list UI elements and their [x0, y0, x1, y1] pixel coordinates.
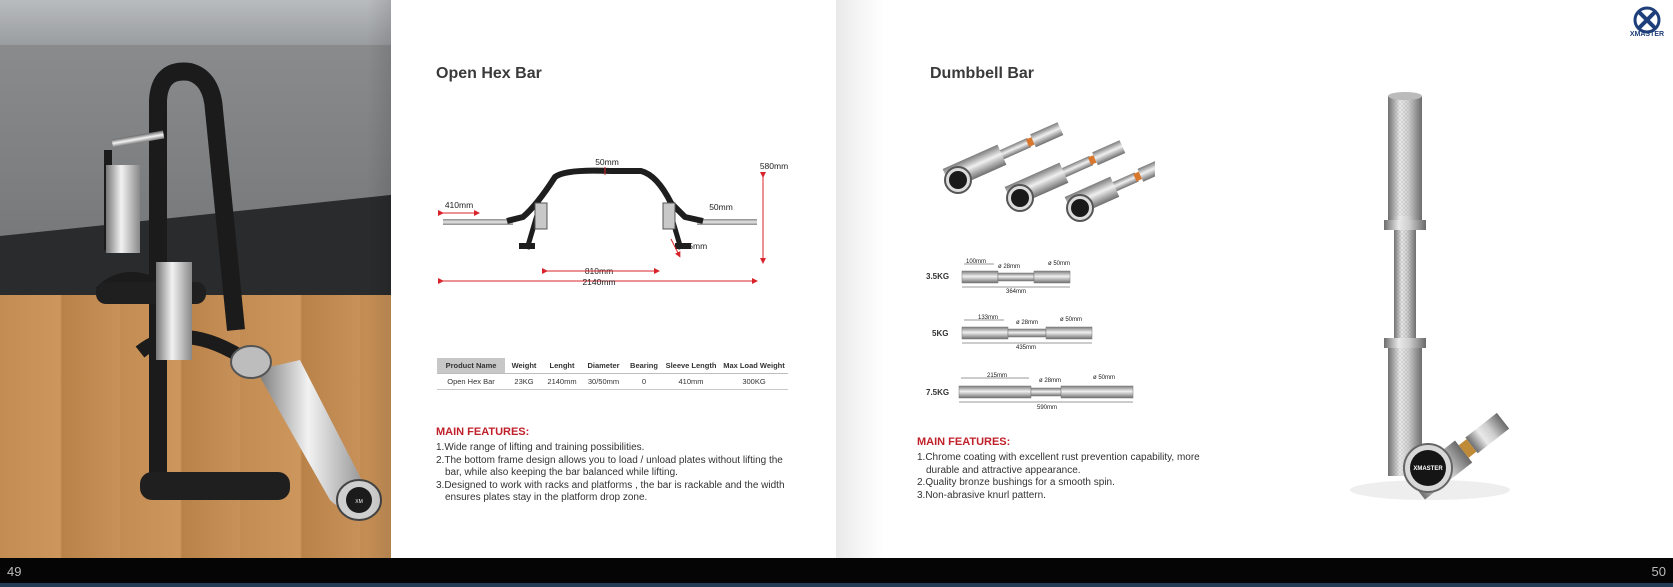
hex-bar-spec-table — [437, 358, 788, 390]
list-item: 3.Designed to work with racks and platforms , the bar is rackable and the width ensures plates stay in the platform drop zone. — [436, 479, 785, 504]
variant-diagram-7-5kg — [957, 370, 1147, 412]
dim-grip-diameter: ø 28mm — [1039, 378, 1062, 384]
table-header-cell: Diameter — [581, 358, 626, 374]
dim-sleeve: 133mm — [978, 315, 999, 321]
dim-height: 580mm — [759, 161, 789, 171]
svg-text:XM: XM — [355, 499, 363, 505]
table-cell: 30/50mm — [581, 374, 626, 390]
variant-weight-label: 3.5KG — [926, 272, 950, 281]
brand-logo-text: XMASTER — [1629, 31, 1665, 38]
table-header-cell: Bearing — [626, 358, 662, 374]
dumbbell-features-title: MAIN FEATURES: — [917, 436, 1011, 448]
table-cell: 2140mm — [543, 374, 581, 390]
table-header-cell: Sleeve Length — [662, 358, 720, 374]
dim-length: 435mm — [1015, 345, 1037, 351]
diagram-bar-logo: XMASTER — [593, 178, 619, 184]
table-header-row — [437, 358, 788, 374]
hex-bar-photo-illustration — [0, 0, 391, 558]
dumbbell-bar-title: Dumbbell Bar — [930, 65, 1035, 82]
variant-diagram-5kg — [960, 313, 1100, 353]
dim-inner-width: 810mm — [584, 266, 614, 276]
dim-grip-diameter: ø 28mm — [998, 264, 1021, 270]
page-fold-shadow — [836, 0, 884, 558]
xmaster-logo-icon — [1627, 4, 1667, 44]
table-header-cell: Weight — [505, 358, 543, 374]
hex-bar-features-list — [436, 442, 788, 505]
table-header-cell: Product Name — [437, 358, 505, 374]
list-item: 2.The bottom frame design allows you to load / unload plates without lifting the bar, while also keeping the bar balanced while lifting. — [436, 454, 783, 479]
footer-bar — [0, 558, 1673, 587]
hex-bar-photo — [0, 0, 391, 558]
variant-weight-label: 5KG — [932, 329, 949, 338]
dim-sleeve-diameter: 50mm — [709, 202, 733, 212]
table-header-cell: Max Load Weight — [720, 358, 788, 374]
bar-end-logo: XMASTER — [1413, 466, 1443, 472]
dim-sleeve: 215mm — [987, 373, 1008, 379]
list-item: 3.Non-abrasive knurl pattern. — [917, 489, 1046, 501]
dim-total-length: 2140mm — [582, 277, 616, 287]
list-item: 2.Quality bronze bushings for a smooth spin. — [917, 477, 1115, 489]
variant-diagram-3-5kg — [960, 257, 1080, 297]
table-cell: Open Hex Bar — [437, 374, 505, 390]
table-cell: 0 — [626, 374, 662, 390]
table-header-cell: Lenght — [543, 358, 581, 374]
dim-sleeve-diameter: ø 50mm — [1048, 261, 1071, 267]
list-item: 1.Chrome coating with excellent rust prevention capability, more durable and attractive appearance. — [917, 452, 1200, 476]
hex-bar-features-title: MAIN FEATURES: — [436, 426, 530, 438]
footer-accent-strip — [0, 583, 1673, 587]
hex-bar-title: Open Hex Bar — [436, 65, 542, 82]
hex-bar-dimension-diagram — [435, 155, 795, 295]
dim-sleeve-diameter: ø 50mm — [1060, 317, 1083, 323]
table-cell: 410mm — [662, 374, 720, 390]
dim-sleeve-diameter: ø 50mm — [1093, 375, 1116, 381]
table-cell: 300KG — [720, 374, 788, 390]
variant-weight-label: 7.5KG — [926, 388, 950, 397]
dim-sleeve: 100mm — [966, 259, 987, 265]
dim-handle-height: 245mm — [678, 241, 708, 251]
list-item: 1.Wide range of lifting and training possibilities. — [436, 442, 645, 453]
dim-grip-diameter: ø 28mm — [1016, 320, 1039, 326]
table-row — [437, 374, 788, 390]
dim-length: 364mm — [1005, 289, 1027, 295]
table-cell: 23KG — [505, 374, 543, 390]
page-number-left: 49 — [7, 564, 22, 579]
dumbbell-bar-photo — [1290, 90, 1510, 530]
dim-length: 590mm — [1036, 405, 1058, 411]
dumbbell-bars-product-image — [925, 120, 1155, 230]
dim-top-width: 50mm — [595, 157, 619, 167]
dumbbell-features-list — [917, 452, 1217, 502]
dim-sleeve: 410mm — [444, 200, 474, 210]
page-number-right: 50 — [1651, 564, 1666, 579]
